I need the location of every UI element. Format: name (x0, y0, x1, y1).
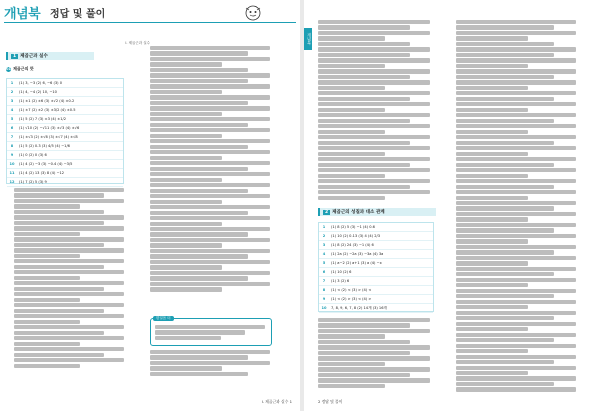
page-footer: Ⅰ. 제곱근과 실수 1 (261, 399, 292, 404)
answer-row: 2 (1) 4, −4 (2) 10, −10 (7, 88, 123, 97)
explanation-block (318, 318, 430, 389)
right-page (304, 0, 604, 411)
answer-row: 9 (1) < (2) > (3) < (4) > (319, 295, 433, 304)
answer-row: 6 (1) √10 (2) −√11 (3) ±√3 (4) ±√6 (7, 124, 123, 133)
answer-row: 10 7, 8, 9, 6, 7, 8 (2) 14개 (3) 16개 (319, 304, 433, 313)
explanation-block (456, 20, 576, 393)
explanation-block (150, 46, 270, 293)
answer-row: 10 (1) 4 (2) −3 (3) −0.4 (4) −3/5 (7, 160, 123, 169)
answer-row: 5 (1) 5 (2) 7 (3) ±3 (4) ±1/2 (7, 115, 123, 124)
summary-box-title: 한걸음 더 (153, 316, 174, 321)
subsection-title: 01 제곱근의 뜻 (6, 66, 34, 71)
answer-row: 4 (1) 2a (2) −2a (3) −3a (4) 3a (319, 250, 433, 259)
answer-row: 1 (1) 3, −3 (2) 6, −6 (3) 0 (7, 79, 123, 88)
explanation-block (150, 350, 270, 377)
answer-row: 6 (1) 10 (2) 6 (319, 268, 433, 277)
page-footer: 2 정답 및 풀이 (318, 399, 343, 404)
chapter-title: 2 제곱근의 성질과 대소 관계 (318, 208, 436, 216)
answer-row: 1 (1) 8 (2) 5 (3) −1 (4) 0.6 (319, 223, 433, 232)
answer-table (6, 78, 124, 184)
answer-row: 4 (1) ±7 (2) ±2 (3) ±3/2 (4) ±0.5 (7, 106, 123, 115)
chapter-title: 1 제곱근과 실수 (6, 52, 94, 60)
answer-table (318, 222, 434, 312)
answer-row: 2 (1) 10 (2) 0.13 (3) 4 (4) 2/3 (319, 232, 433, 241)
answer-row: 8 (1) < (2) < (3) > (4) < (319, 286, 433, 295)
brand-logo: 개념북 (4, 7, 41, 22)
explanation-block (318, 20, 430, 201)
answer-row: 9 (1) 0 (2) 0 (3) 6 (7, 151, 123, 160)
summary-box (150, 318, 272, 346)
answer-row: 3 (1) ±1 (2) ±6 (3) ±√2 (4) ±0.2 (7, 97, 123, 106)
answer-row: 5 (1) a−2 (2) a+1 (3) a (4) −x (319, 259, 433, 268)
answer-row: 3 (1) 8 (2) 24 (3) −1 (4) 6 (319, 241, 433, 250)
answer-row: 7 (1) ±√3 (2) ±√6 (3) ±√7 (4) ±√8 (7, 133, 123, 142)
answer-row: 8 (1) 5 (2) 0.3 (3) 4/5 (4) −1/6 (7, 142, 123, 151)
header-rule (4, 22, 296, 23)
answer-row: 11 (1) 4 (2) 13 (3) 8 (4) −12 (7, 169, 123, 178)
section-label: Ⅰ. 제곱근과 실수 (125, 41, 150, 45)
left-page (0, 0, 300, 411)
answer-row: 12 (1) 7 (2) 5 (3) 9 (7, 178, 123, 187)
document-title: 정답 및 풀이 (50, 9, 106, 20)
mascot-icon (240, 4, 266, 22)
answer-row: 7 (1) 3 (2) 6 (319, 277, 433, 286)
page-header (0, 0, 300, 28)
explanation-block (14, 188, 124, 369)
side-tab: 개념북 (304, 28, 312, 50)
